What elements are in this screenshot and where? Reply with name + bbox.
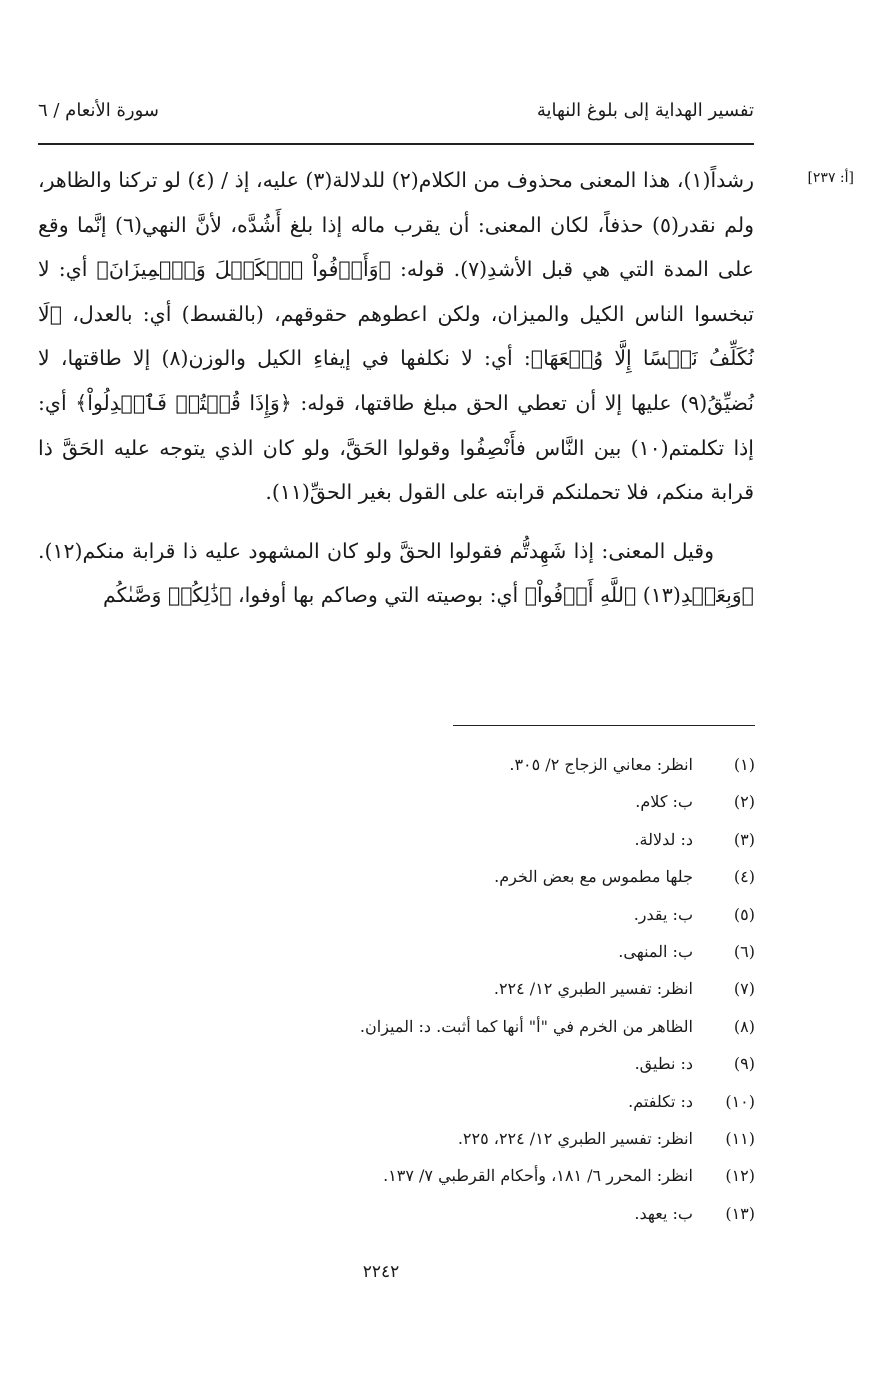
footnote-item [100,933,755,970]
footnote-item [100,821,755,858]
footnotes-list [100,746,755,1232]
footnote-number: (٢) [733,792,755,812]
footnote-divider [453,725,755,726]
footnote-number: (٧) [733,979,755,999]
footnote-text: انظر: تفسير الطبري ١٢/ ٢٢٤. [493,979,693,999]
footnote-text: الظاهر من الخرم في "أ" أنها كما أثبت. د: الميزان. [359,1016,693,1036]
footnote-item [100,783,755,820]
footnote-text: د: نطيق. [634,1054,693,1074]
footnote-text: ب: المنهى. [618,941,693,961]
footnote-item [100,858,755,895]
footnote-item [100,1045,755,1082]
footnote-text: ب: يعهد. [634,1203,693,1223]
footnote-item [100,1083,755,1120]
footnote-text: د: تكلفتم. [628,1091,693,1111]
footnote-number: (١١) [725,1128,755,1148]
footnote-number: (٣) [733,829,755,849]
running-header [38,96,754,130]
footnote-item [100,970,755,1007]
footnote-number: (١) [733,755,755,774]
footnote-text: انظر: المحرر ٦/ ١٨١، وأحكام القرطبي ٧/ ١٣٧. [383,1166,693,1186]
footnote-number: (٥) [733,904,755,924]
page-number: ٢٢٤٢ [362,1262,400,1282]
body-paragraph-1: رشداً(١)، هذا المعنى محذوف من الكلام(٢) للدلالة(٣) عليه، إذ / (٤) لو تركنا والظاهر، ولم نقدر(٥) حذفاً، لكان المعنى: أن يقرب ماله إذا بلغ أَشُدَّه، لأنَّ النهي(٦) إنَّما وقع على المدة التي هي قبل الأشدِ(٧). قوله: ﴿وَأَوۡفُواْ ٱلۡكَيۡلَ وَٱلۡمِيزَانَ﴾ أي: لا تبخسوا الناس الكيل والميزان، ولكن اعطوهم حقوقهم، (بالقسط) أي: بالعدل، ﴿لَا نُكَلِّفُ نَفۡسًا إِلَّا وُسۡعَهَا﴾: أي: لا نكلفها في إيفاءِ الكيل والوزن(٨) إلا طاقتها، لا نُضيِّقُ(٩) عليها إلا أن تعطي الحق مبلغ طاقتها، قوله: ﴿وَإِذَا قُلۡتُمۡ فَٱعۡدِلُواْ﴾ أي: إذا تكلمتم(١٠) بين النَّاس فأَنْصِفُوا وقولوا الحَقَّ، ولو كان الذي يتوجه عليه الحَقَّ ذا قرابة منكم، فلا تحملنكم قرابته على القول بغير الحقِّ(١١). [38,168,755,505]
footnote-item [100,1120,755,1157]
footnote-text: جلها مطموس مع بعض الخرم. [494,867,693,887]
footnote-text: انظر: معاني الزجاج ٢/ ٣٠٥. [509,755,693,774]
footnote-number: (١٢) [725,1166,755,1186]
main-text [38,158,754,618]
footnote-number: (١٠) [725,1091,755,1111]
footnote-number: (١٣) [725,1203,755,1223]
manuscript-folio-reference: [أ: ٢٣٧] [807,170,854,186]
footnote-number: (٩) [733,1054,755,1074]
footnote-text: ب: كلام. [635,792,693,812]
footnote-item [100,1157,755,1194]
footnote-text: ب: يقدر. [633,904,693,924]
footnote-number: (٨) [733,1016,755,1036]
footnote-item [100,1195,755,1232]
footnote-item [100,896,755,933]
body-paragraph-2: وقيل المعنى: إذا شَهِدتُّم فقولوا الحقَّ ولو كان المشهود عليه ذا قرابة منكم(١٢). ﴿وَبِعَهۡدِ(١٣) ٱللَّهِ أَوۡفُواْ﴾ أي: بوصيته التي وصاكم بها أوفوا، ﴿ذَٰلِكُمۡ وَصَّىٰكُم [38,538,754,608]
footnote-number: (٤) [733,867,755,887]
footnote-item [100,1008,755,1045]
surah-label: سورة الأنعام / ٦ [38,100,159,121]
footnote-text: د: لدلالة. [634,829,693,849]
footnote-item [100,746,755,783]
header-divider [38,143,754,145]
footnote-text: انظر: تفسير الطبري ١٢/ ٢٢٤، ٢٢٥. [457,1128,693,1148]
book-title: تفسير الهداية إلى بلوغ النهاية [536,100,754,121]
footnote-number: (٦) [733,941,755,961]
